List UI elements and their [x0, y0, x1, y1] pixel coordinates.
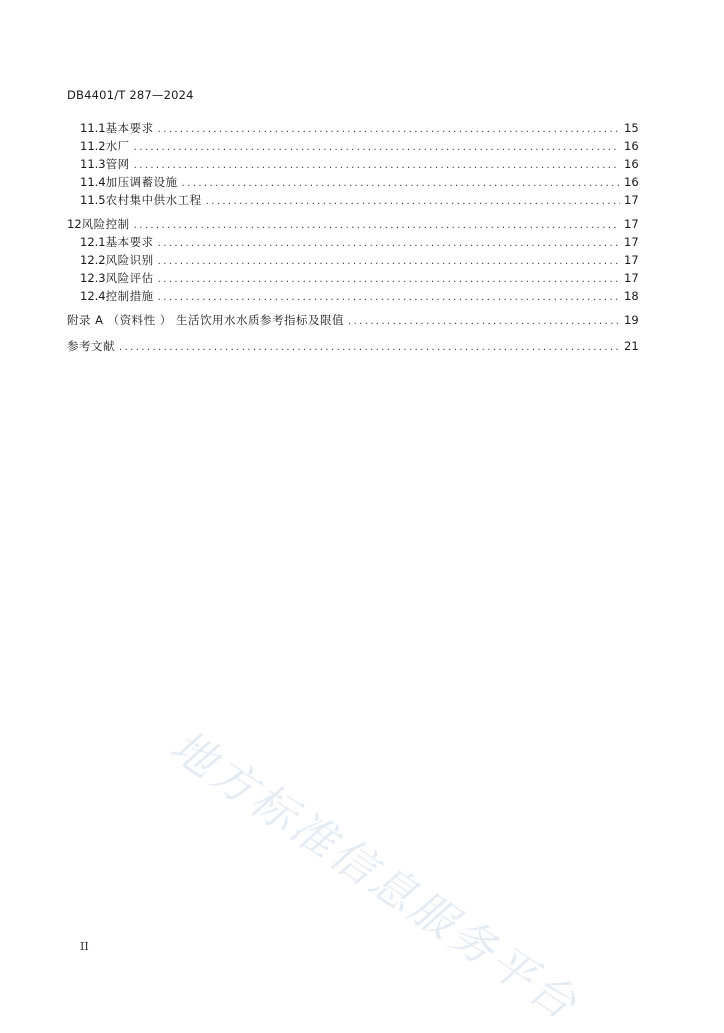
toc-entry-appendix-a[interactable] [67, 312, 638, 328]
toc-leader-dots [206, 194, 620, 210]
toc-entry-12-3[interactable] [80, 270, 638, 286]
toc-leader-dots [182, 176, 620, 192]
toc-entry-number: 11.3 [80, 157, 106, 171]
toc-entry-number: 12.1 [80, 235, 106, 249]
toc-entry-title: 风险控制 [81, 217, 130, 231]
toc-entry-page: 17 [624, 193, 639, 207]
toc-entry-page: 17 [624, 271, 639, 285]
toc-entry-12-4[interactable] [80, 288, 638, 304]
toc-entry-title: 控制措施 [105, 289, 154, 303]
toc-entry-number: 12 [67, 217, 82, 231]
toc-entry-12[interactable] [67, 216, 638, 232]
toc-entry-11-1[interactable] [80, 120, 638, 136]
toc-entry-number: 11.5 [80, 193, 106, 207]
toc-entry-page: 21 [624, 339, 639, 353]
toc-entry-page: 17 [624, 253, 639, 267]
toc-leader-dots [158, 236, 620, 252]
toc-entry-number: 11.4 [80, 175, 106, 189]
toc-entry-title: 基本要求 [105, 235, 154, 249]
toc-entry-11-5[interactable] [80, 192, 638, 208]
document-code: DB4401/T 287—2024 [67, 88, 194, 102]
toc-entry-page: 16 [624, 139, 639, 153]
toc-entry-page: 19 [624, 313, 639, 327]
toc-entry-title: 基本要求 [105, 121, 154, 135]
toc-entry-page: 16 [624, 157, 639, 171]
toc-leader-dots [158, 290, 620, 306]
toc-entry-title: 管网 [105, 157, 130, 171]
toc-entry-11-2[interactable] [80, 138, 638, 154]
toc-entry-title: 附录 A （资料性 ） 生活饮用水水质参考指标及限值 [67, 313, 344, 327]
page-number: II [80, 940, 89, 953]
toc-entry-title: 水厂 [105, 139, 130, 153]
toc-leader-dots [348, 314, 620, 330]
toc-entry-title: 加压调蓄设施 [105, 175, 178, 189]
toc-entry-12-2[interactable] [80, 252, 638, 268]
toc-entry-11-3[interactable] [80, 156, 638, 172]
toc-entry-page: 15 [624, 121, 639, 135]
toc-leader-dots [134, 218, 620, 234]
toc-entry-references[interactable] [67, 338, 638, 354]
toc-entry-title: 风险评估 [105, 271, 154, 285]
toc-leader-dots [158, 254, 620, 270]
toc-entry-number: 12.4 [80, 289, 106, 303]
toc-entry-page: 16 [624, 175, 639, 189]
toc-leader-dots [134, 140, 620, 156]
toc-entry-number: 11.1 [80, 121, 106, 135]
toc-leader-dots [158, 122, 620, 138]
toc-entry-title: 风险识别 [105, 253, 154, 267]
toc-leader-dots [158, 272, 620, 288]
toc-entry-number: 12.2 [80, 253, 106, 267]
toc-entry-number: 12.3 [80, 271, 106, 285]
toc-leader-dots [134, 158, 620, 174]
toc-entry-12-1[interactable] [80, 234, 638, 250]
toc-entry-page: 17 [624, 217, 639, 231]
toc-entry-title: 参考文献 [67, 339, 115, 353]
toc-entry-number: 11.2 [80, 139, 106, 153]
toc-entry-page: 17 [624, 235, 639, 249]
toc-entry-11-4[interactable] [80, 174, 638, 190]
watermark: 地方标准信息服务平台 [161, 720, 588, 1032]
toc-entry-title: 农村集中供水工程 [105, 193, 202, 207]
toc-entry-page: 18 [624, 289, 639, 303]
toc-leader-dots [119, 340, 620, 356]
